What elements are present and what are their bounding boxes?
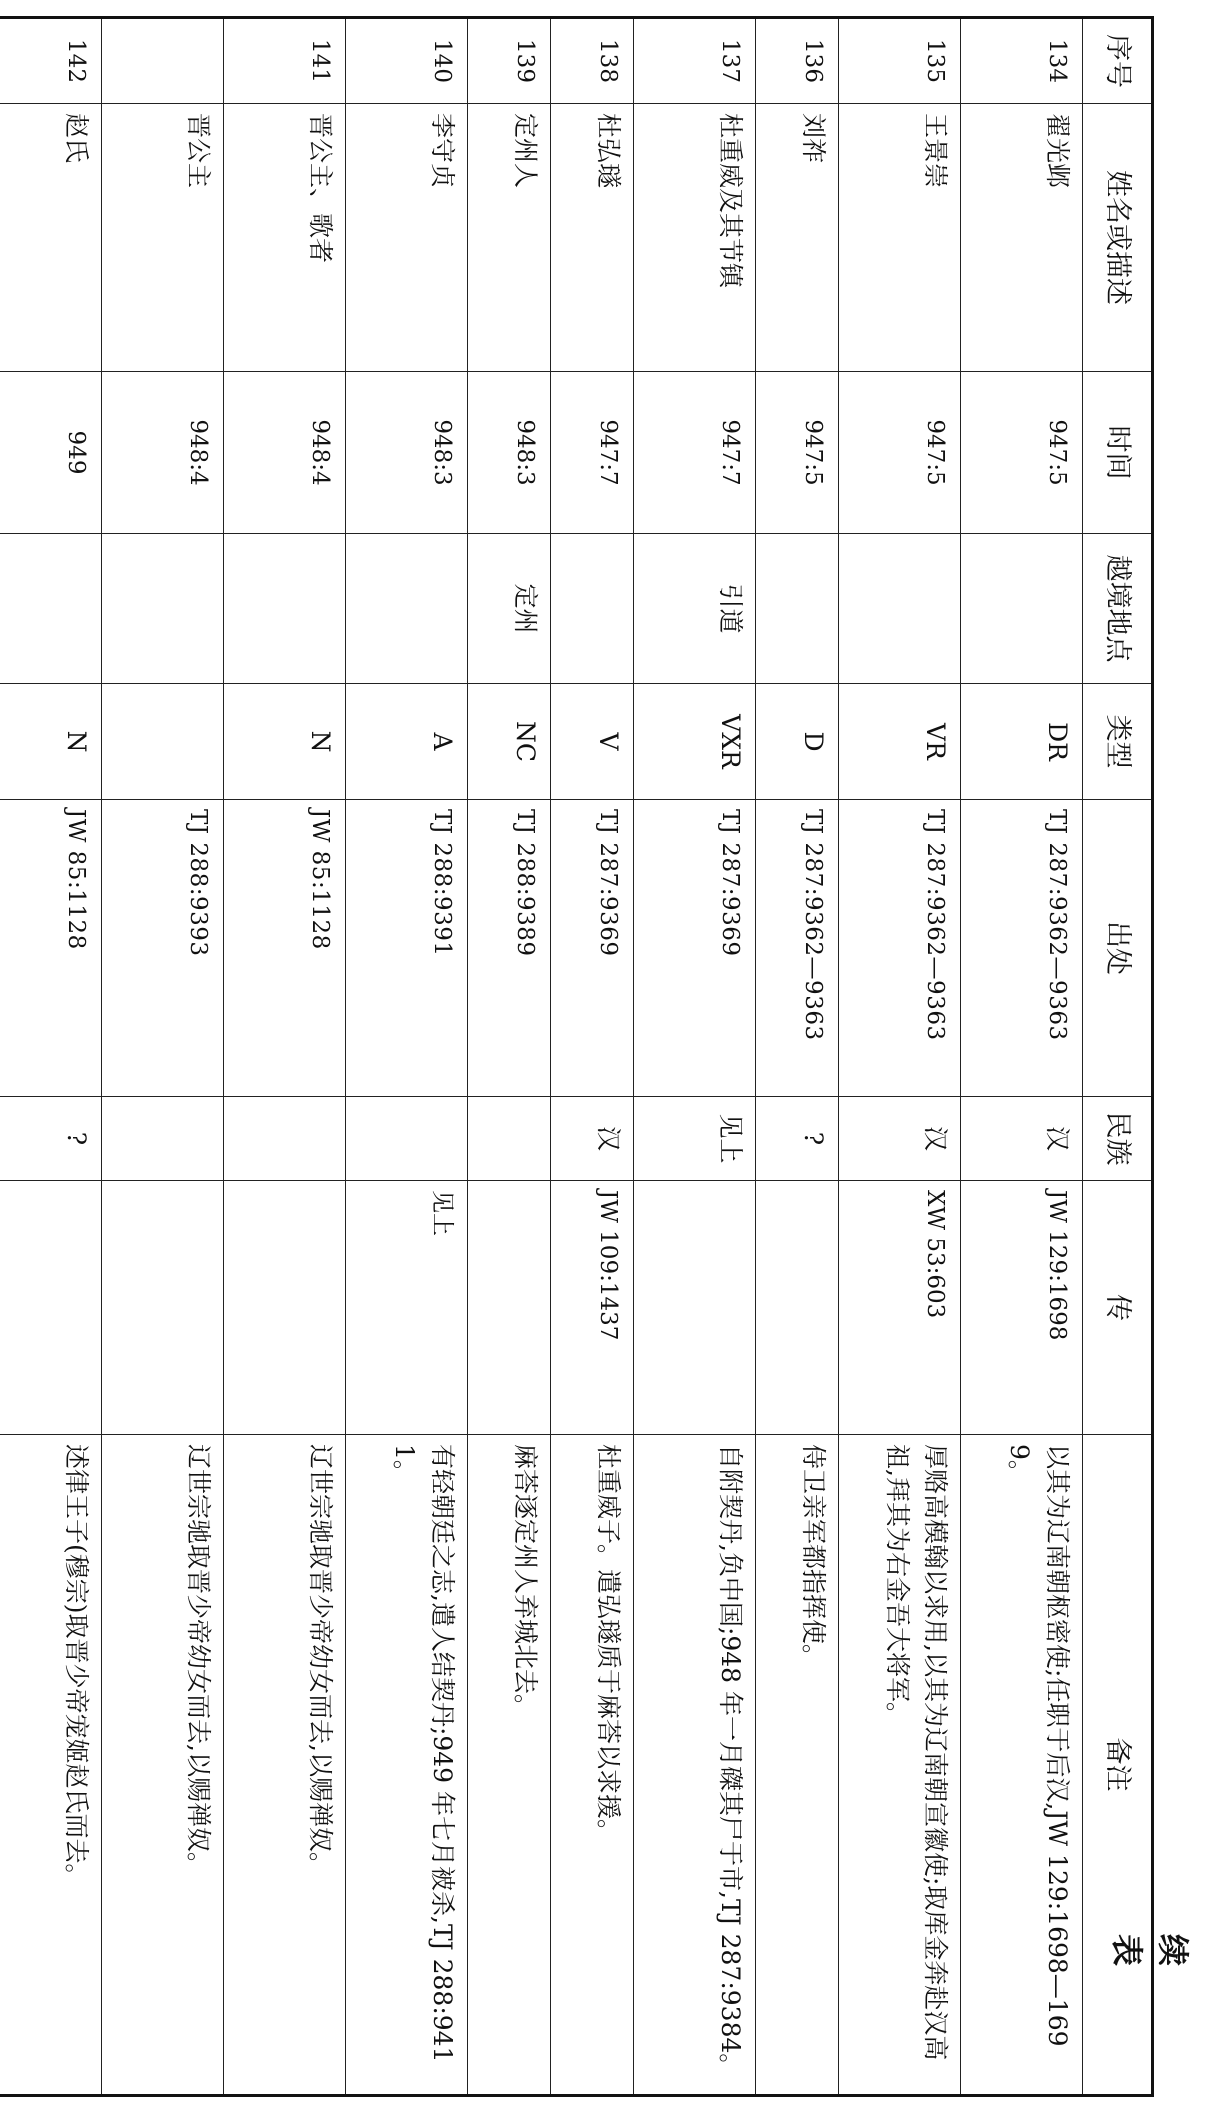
row-source: TJ 287:9362—9363	[839, 800, 961, 1097]
row-biography: JW 129:1698	[961, 1181, 1083, 1435]
row-place	[224, 534, 346, 684]
row-ethnicity: ?	[0, 1097, 102, 1181]
row-number: 136	[756, 18, 839, 104]
row-note: 述律王子(穆宗)取晋少帝宠姬赵氏而去。	[0, 1435, 102, 2096]
row-name: 赵氏	[0, 104, 102, 372]
row-time: 948:4	[224, 372, 346, 534]
row-note: 有轻朝廷之志,遣人结契丹;949 年七月被杀,TJ 288:9411。	[346, 1435, 468, 2096]
row-time: 948:3	[468, 372, 551, 534]
row-note: 辽世宗驰取晋少帝幼女而去,以赐禅奴。	[102, 1435, 224, 2096]
row-type: V	[551, 684, 634, 800]
table-row	[224, 18, 346, 2096]
row-time: 947:7	[551, 372, 634, 534]
row-ethnicity: 汉	[961, 1097, 1083, 1181]
row-ethnicity	[224, 1097, 346, 1181]
row-type: A	[346, 684, 468, 800]
row-place	[551, 534, 634, 684]
header-cell: 备注	[1083, 1435, 1153, 2096]
row-note: 杜重威子。遣弘璲质于麻荅以求援。	[551, 1435, 634, 2096]
table-row	[839, 18, 961, 2096]
row-note: 厚赂高模翰以求用,以其为辽南朝宣徽使;取库金奔赴汉高祖,拜其为右金吾大将军。	[839, 1435, 961, 2096]
header-cell: 出处	[1083, 800, 1153, 1097]
header-cell: 越境地点	[1083, 534, 1153, 684]
table-row	[634, 18, 756, 2096]
row-place	[346, 534, 468, 684]
row-ethnicity: 汉	[839, 1097, 961, 1181]
header-cell: 序号	[1083, 18, 1153, 104]
row-name: 刘祚	[756, 104, 839, 372]
row-type: NC	[468, 684, 551, 800]
row-source: TJ 287:9362—9363	[756, 800, 839, 1097]
row-biography	[102, 1181, 224, 1435]
row-type: VXR	[634, 684, 756, 800]
row-biography: 见上	[346, 1181, 468, 1435]
header-cell: 传	[1083, 1181, 1153, 1435]
row-name: 李守贞	[346, 104, 468, 372]
table-row	[346, 18, 468, 2096]
row-time: 947:5	[839, 372, 961, 534]
row-number: 142	[0, 18, 102, 104]
row-ethnicity: ?	[756, 1097, 839, 1181]
row-note: 辽世宗驰取晋少帝幼女而去,以赐禅奴。	[224, 1435, 346, 2096]
row-note: 自附契丹,负中国;948 年一月磔其尸于市,TJ 287:9384。	[634, 1435, 756, 2096]
row-name: 晋公主	[102, 104, 224, 372]
row-biography	[468, 1181, 551, 1435]
row-biography: XW 53:603	[839, 1181, 961, 1435]
row-place: 引道	[634, 534, 756, 684]
row-number: 134	[961, 18, 1083, 104]
row-name: 王景崇	[839, 104, 961, 372]
row-time: 948:4	[102, 372, 224, 534]
row-name: 定州人	[468, 104, 551, 372]
header-cell: 时间	[1083, 372, 1153, 534]
row-biography	[0, 1181, 102, 1435]
row-number: 137	[634, 18, 756, 104]
row-place	[0, 534, 102, 684]
row-note: 侍卫亲军都指挥使。	[756, 1435, 839, 2096]
header-cell: 民族	[1083, 1097, 1153, 1181]
row-place	[839, 534, 961, 684]
row-source: JW 85:1128	[224, 800, 346, 1097]
row-number: 140	[346, 18, 468, 104]
row-ethnicity	[346, 1097, 468, 1181]
row-number: 141	[224, 18, 346, 104]
header-cell: 类型	[1083, 684, 1153, 800]
table-row	[102, 18, 224, 2096]
row-number: 135	[839, 18, 961, 104]
row-place	[961, 534, 1083, 684]
row-biography	[634, 1181, 756, 1435]
row-name: 翟光邺	[961, 104, 1083, 372]
row-note: 麻荅逐定州人弃城北去。	[468, 1435, 551, 2096]
row-type: N	[224, 684, 346, 800]
row-time: 947:5	[756, 372, 839, 534]
row-name: 杜弘璲	[551, 104, 634, 372]
row-place	[756, 534, 839, 684]
row-name: 晋公主、歌者	[224, 104, 346, 372]
row-type: VR	[839, 684, 961, 800]
table-row	[961, 18, 1083, 2096]
table-body	[0, 18, 1083, 2096]
row-type: D	[756, 684, 839, 800]
row-time: 948:3	[346, 372, 468, 534]
row-place: 定州	[468, 534, 551, 684]
row-ethnicity: 见上	[634, 1097, 756, 1181]
row-type: DR	[961, 684, 1083, 800]
table-row	[0, 18, 102, 2096]
header-row	[1083, 18, 1153, 2096]
header-cell: 姓名或描述	[1083, 104, 1153, 372]
row-source: TJ 287:9362—9363	[961, 800, 1083, 1097]
continued-label: 续 表	[1108, 1934, 1192, 2001]
table-row	[551, 18, 634, 2096]
row-source: TJ 287:9369	[551, 800, 634, 1097]
row-source: TJ 287:9369	[634, 800, 756, 1097]
row-note: 以其为辽南朝枢密使;任职于后汉,JW 129:1698—1699。	[961, 1435, 1083, 2096]
row-source: TJ 288:9391	[346, 800, 468, 1097]
row-source: JW 85:1128	[0, 800, 102, 1097]
row-ethnicity	[468, 1097, 551, 1181]
row-ethnicity	[102, 1097, 224, 1181]
table-row	[468, 18, 551, 2096]
row-type: N	[0, 684, 102, 800]
data-table	[0, 16, 1154, 2097]
row-place	[102, 534, 224, 684]
row-number: 138	[551, 18, 634, 104]
row-name: 杜重威及其节镇	[634, 104, 756, 372]
row-time: 947:5	[961, 372, 1083, 534]
row-source: TJ 288:9393	[102, 800, 224, 1097]
row-type	[102, 684, 224, 800]
row-number: 139	[468, 18, 551, 104]
table-row	[756, 18, 839, 2096]
row-number	[102, 18, 224, 104]
row-ethnicity: 汉	[551, 1097, 634, 1181]
row-biography	[224, 1181, 346, 1435]
row-biography: JW 109:1437	[551, 1181, 634, 1435]
row-biography	[756, 1181, 839, 1435]
row-time: 947:7	[634, 372, 756, 534]
row-time: 949	[0, 372, 102, 534]
row-source: TJ 288:9389	[468, 800, 551, 1097]
